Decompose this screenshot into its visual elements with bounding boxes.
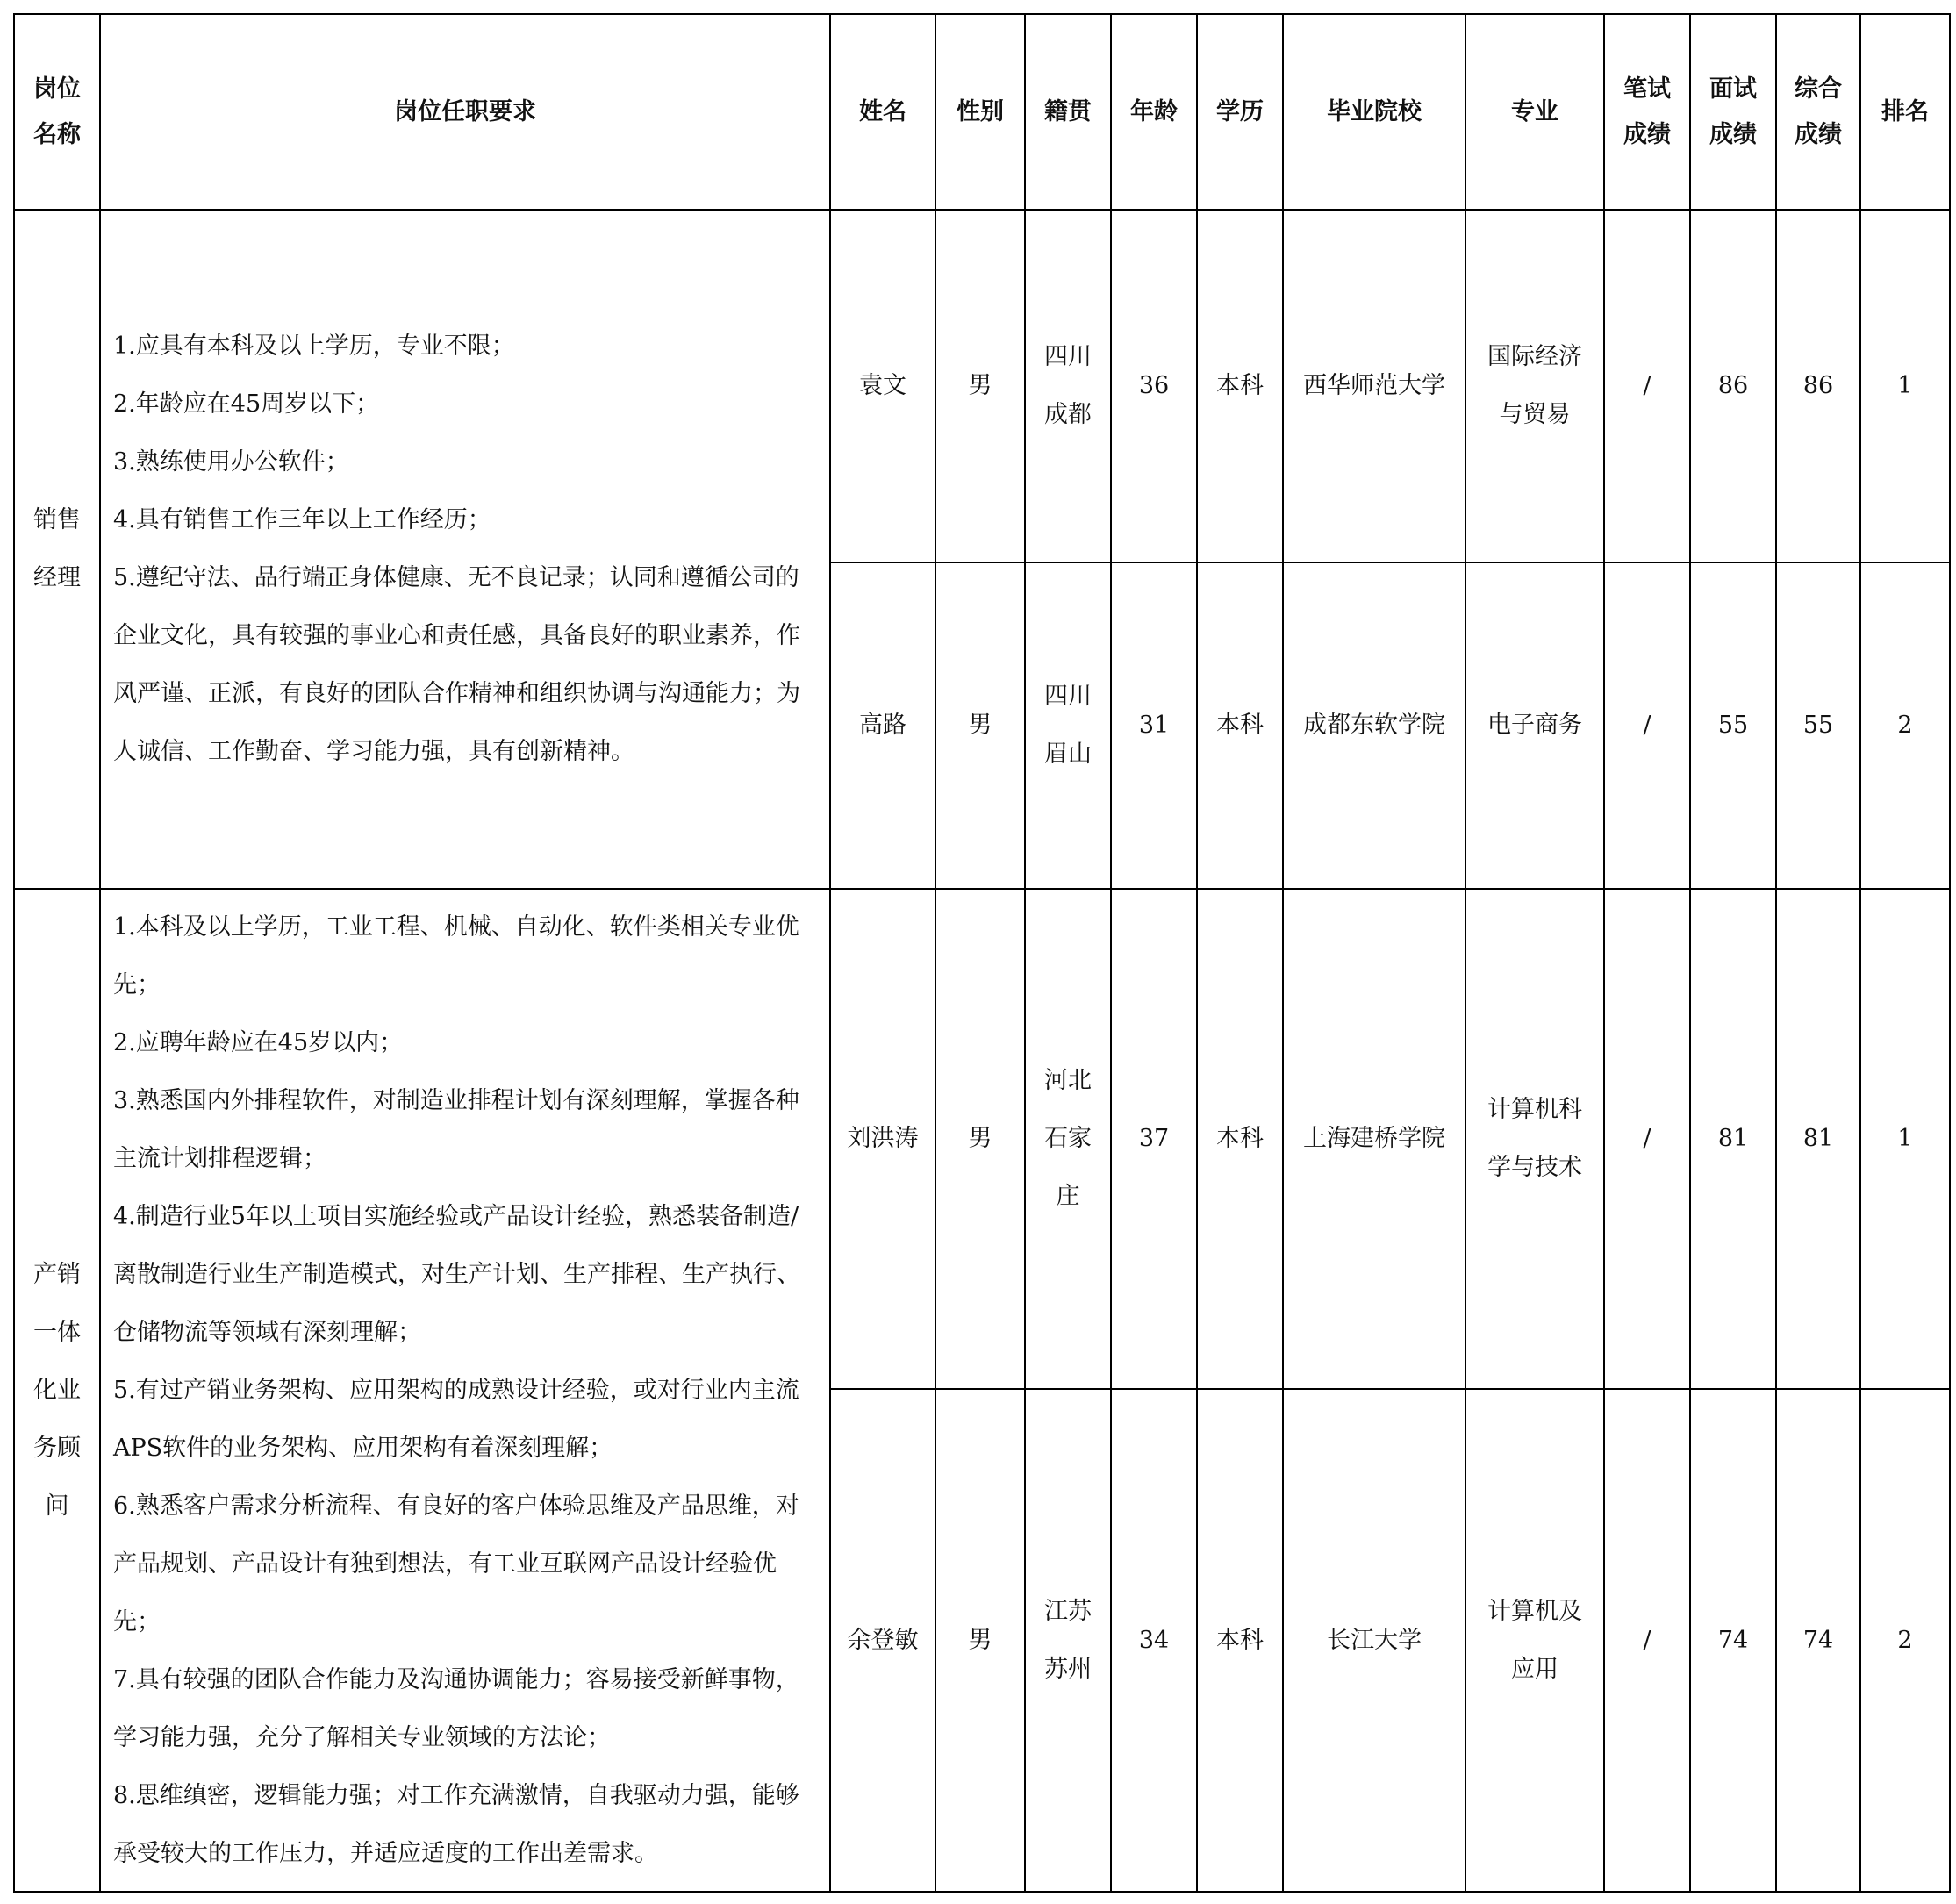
candidate-education: 本科 xyxy=(1197,1389,1283,1892)
requirement-item: 7.具有较强的团队合作能力及沟通协调能力；容易接受新鲜事物，学习能力强，充分了解相关专业领域的方法论； xyxy=(113,1665,799,1751)
candidate-school: 成都东软学院 xyxy=(1283,562,1465,889)
candidate-rank: 1 xyxy=(1860,889,1950,1389)
requirement-item: 3.熟悉国内外排程软件，对制造业排程计划有深刻理解，掌握各种主流计划排程逻辑； xyxy=(113,1086,799,1172)
header-written-score: 笔试 成绩 xyxy=(1604,14,1690,210)
candidate-total-score: 74 xyxy=(1776,1389,1860,1892)
header-name: 姓名 xyxy=(830,14,935,210)
candidate-major: 国际经济与贸易 xyxy=(1465,210,1604,562)
candidate-hometown: 河北 石家 庄 xyxy=(1025,889,1111,1389)
header-hometown: 籍贯 xyxy=(1025,14,1111,210)
candidate-age: 37 xyxy=(1111,889,1197,1389)
candidate-age: 31 xyxy=(1111,562,1197,889)
candidate-major: 电子商务 xyxy=(1465,562,1604,889)
requirement-item: 8.思维缜密，逻辑能力强；对工作充满激情，自我驱动力强，能够承受较大的工作压力，并适应适度的工作出差需求。 xyxy=(113,1781,799,1867)
requirement-item: 4.制造行业5年以上项目实施经验或产品设计经验，熟悉装备制造/离散制造行业生产制造模式，对生产计划、生产排程、生产执行、仓储物流等领域有深刻理解； xyxy=(113,1202,800,1346)
position-cell: 销售 经理 xyxy=(14,210,100,889)
candidate-written-score: / xyxy=(1604,210,1690,562)
candidate-written-score: / xyxy=(1604,889,1690,1389)
candidate-total-score: 55 xyxy=(1776,562,1860,889)
candidate-written-score: / xyxy=(1604,1389,1690,1892)
position-cell: 产销 一体 化业 务顾 问 xyxy=(14,889,100,1892)
candidate-interview-score: 74 xyxy=(1690,1389,1776,1892)
candidate-education: 本科 xyxy=(1197,210,1283,562)
candidate-hometown: 江苏 苏州 xyxy=(1025,1389,1111,1892)
candidate-age: 34 xyxy=(1111,1389,1197,1892)
candidate-interview-score: 81 xyxy=(1690,889,1776,1389)
candidate-rank: 2 xyxy=(1860,1389,1950,1892)
header-school: 毕业院校 xyxy=(1283,14,1465,210)
requirement-item: 2.应聘年龄应在45岁以内； xyxy=(113,1028,404,1056)
header-interview-score: 面试 成绩 xyxy=(1690,14,1776,210)
candidate-major: 计算机科学与技术 xyxy=(1465,889,1604,1389)
candidate-school: 上海建桥学院 xyxy=(1283,889,1465,1389)
header-education: 学历 xyxy=(1197,14,1283,210)
candidate-education: 本科 xyxy=(1197,562,1283,889)
candidate-total-score: 81 xyxy=(1776,889,1860,1389)
requirement-item: 6.熟悉客户需求分析流程、有良好的客户体验思维及产品思维，对产品规划、产品设计有独到想法，有工业互联网产品设计经验优先； xyxy=(113,1492,799,1636)
candidate-name: 余登敏 xyxy=(830,1389,935,1892)
recruitment-results-table xyxy=(13,13,1951,1893)
header-major: 专业 xyxy=(1465,14,1604,210)
table-row xyxy=(14,889,1950,1389)
candidate-school: 西华师范大学 xyxy=(1283,210,1465,562)
header-age: 年龄 xyxy=(1111,14,1197,210)
candidate-gender: 男 xyxy=(935,1389,1025,1892)
candidate-hometown: 四川 眉山 xyxy=(1025,562,1111,889)
candidate-interview-score: 86 xyxy=(1690,210,1776,562)
header-rank: 排名 xyxy=(1860,14,1950,210)
candidate-gender: 男 xyxy=(935,562,1025,889)
requirement-item: 1.本科及以上学历，工业工程、机械、自动化、软件类相关专业优先； xyxy=(113,913,799,999)
candidate-name: 刘洪涛 xyxy=(830,889,935,1389)
candidate-hometown: 四川 成都 xyxy=(1025,210,1111,562)
candidate-name: 高路 xyxy=(830,562,935,889)
header-requirements: 岗位任职要求 xyxy=(100,14,830,210)
header-gender: 性别 xyxy=(935,14,1025,210)
requirement-item: 4.具有销售工作三年以上工作经历； xyxy=(113,506,491,533)
requirement-item: 2.年龄应在45周岁以下； xyxy=(113,390,380,418)
candidate-rank: 2 xyxy=(1860,562,1950,889)
header-row xyxy=(14,14,1950,210)
header-position: 岗位 名称 xyxy=(14,14,100,210)
candidate-age: 36 xyxy=(1111,210,1197,562)
candidate-education: 本科 xyxy=(1197,889,1283,1389)
header-total-score: 综合 成绩 xyxy=(1776,14,1860,210)
candidate-rank: 1 xyxy=(1860,210,1950,562)
candidate-total-score: 86 xyxy=(1776,210,1860,562)
candidate-written-score: / xyxy=(1604,562,1690,889)
requirements-cell xyxy=(100,210,830,889)
candidate-gender: 男 xyxy=(935,889,1025,1389)
requirements-cell xyxy=(100,889,830,1892)
requirement-item: 5.有过产销业务架构、应用架构的成熟设计经验，或对行业内主流APS软件的业务架构、应用架构有着深刻理解； xyxy=(113,1376,799,1462)
requirement-item: 1.应具有本科及以上学历，专业不限； xyxy=(113,333,515,360)
table-row xyxy=(14,210,1950,562)
requirement-item: 3.熟练使用办公软件； xyxy=(113,448,349,476)
candidate-school: 长江大学 xyxy=(1283,1389,1465,1892)
requirement-item: 5.遵纪守法、品行端正身体健康、无不良记录；认同和遵循公司的企业文化，具有较强的事业心和责任感，具备良好的职业素养，作风严谨、正派，有良好的团队合作精神和组织协调与沟通能力；为人诚信、工作勤奋、学习能力强，具有创新精神。 xyxy=(113,564,800,765)
candidate-major: 计算机及应用 xyxy=(1465,1389,1604,1892)
candidate-gender: 男 xyxy=(935,210,1025,562)
candidate-name: 袁文 xyxy=(830,210,935,562)
candidate-interview-score: 55 xyxy=(1690,562,1776,889)
